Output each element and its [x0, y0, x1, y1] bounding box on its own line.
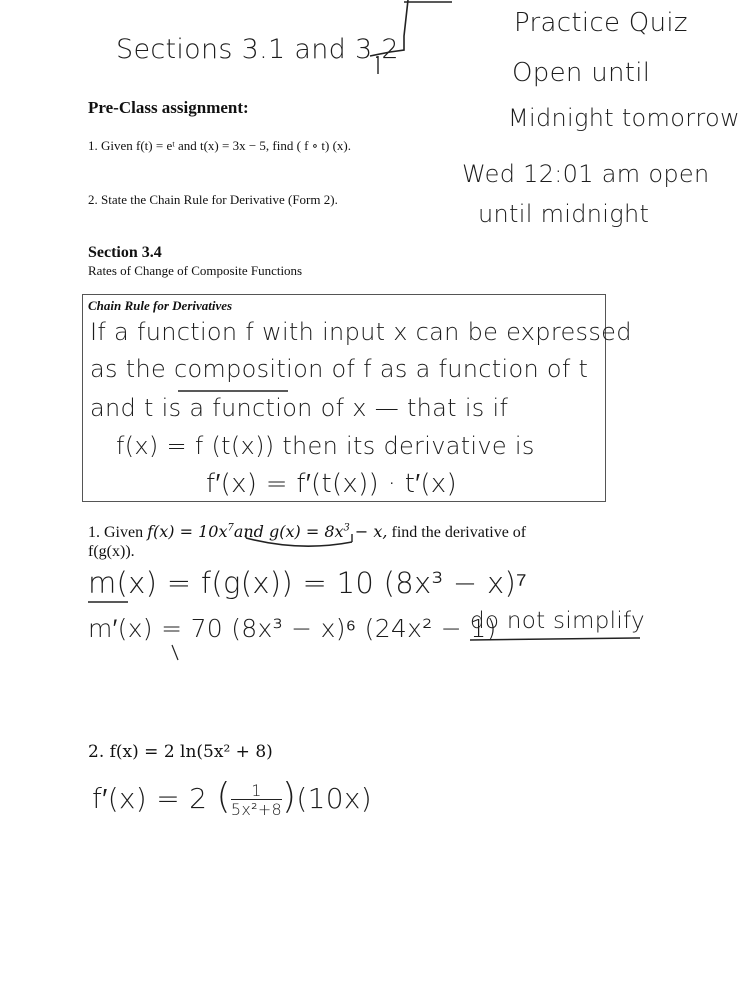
problem-2-close-paren: ) — [282, 776, 297, 817]
problem-1-work-line-1: m(x) = f(g(x)) = 10 (8x³ − x)⁷ — [88, 566, 527, 600]
problem-2-work-suffix: (10x) — [296, 782, 372, 815]
chain-rule-line-3: and t is a function of x — that is if — [90, 394, 509, 422]
chain-rule-line-2: as the composition of f as a function of t — [90, 355, 589, 383]
practice-quiz-line-1: Practice Quiz — [514, 8, 688, 38]
problem-2-prompt: 2. f(x) = 2 ln(5x² + 8) — [88, 742, 273, 762]
problem-1-f: f(x) = 10x — [147, 522, 228, 541]
problem-1-prompt — [88, 522, 526, 542]
chain-rule-line-5: f′(x) = f′(t(x)) · t′(x) — [206, 469, 457, 499]
problem-1-prompt-line-2: f(g(x)). — [88, 543, 135, 560]
problem-1-g-tail: − x, — [349, 522, 388, 541]
problem-1-g-exp: 3 — [343, 522, 350, 534]
chain-rule-line-1: If a function f with input x can be expressed — [90, 318, 632, 346]
problem-2-work — [92, 776, 372, 818]
wed-note-line-1: Wed 12:01 am open — [462, 160, 710, 188]
section-title: Section 3.4 — [88, 244, 162, 261]
problem-1-f-exp: 7 — [227, 522, 234, 534]
chain-rule-line-4: f(x) = f (t(x)) then its derivative is — [116, 432, 535, 460]
preclass-title: Pre-Class assignment: — [88, 98, 249, 117]
practice-quiz-line-2: Open until — [512, 58, 651, 88]
problem-1-mid: and g(x) = 8x — [233, 522, 344, 541]
preclass-item-1: 1. Given f(t) = eᵗ and t(x) = 3x − 5, find ( f ∘ t) (x). — [88, 138, 351, 153]
section-subtitle: Rates of Change of Composite Functions — [88, 263, 303, 278]
preclass-item-2: 2. State the Chain Rule for Derivative (Form 2). — [88, 192, 338, 207]
problem-2-work-prefix: f′(x) = 2 — [92, 782, 208, 815]
problem-1-prefix: 1. Given — [88, 524, 148, 541]
wed-note-line-2: until midnight — [478, 200, 650, 228]
fraction-numerator: 1 — [231, 783, 282, 800]
fraction-denominator: 5x²+8 — [230, 799, 283, 819]
problem-2-fraction — [230, 780, 283, 819]
practice-quiz-line-3: Midnight tomorrow — [508, 104, 740, 132]
sections-note: Sections 3.1 and 3.2 — [116, 34, 399, 65]
problem-1-work-line-2: m′(x) = 70 (8x³ − x)⁶ (24x² − 1) — [88, 614, 497, 643]
do-not-simplify-note: do not simplify — [470, 608, 645, 634]
chain-rule-title: Chain Rule for Derivatives — [88, 298, 233, 313]
problem-2-open-paren: ( — [216, 776, 231, 817]
problem-1-suffix: find the derivative of — [387, 524, 527, 541]
